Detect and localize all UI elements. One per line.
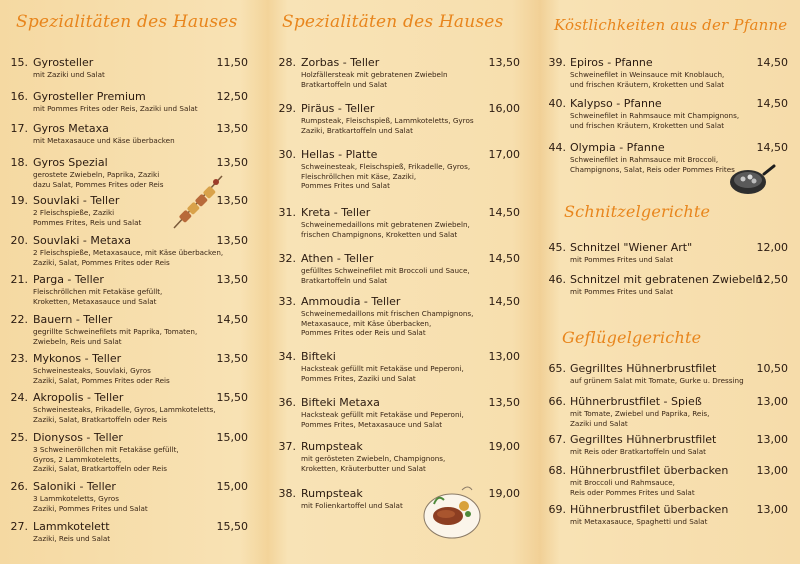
schnitzel-title: Schnitzelgerichte — [564, 202, 711, 221]
item-price: 19,00 — [488, 440, 520, 453]
item-description: mit Metaxasauce und Käse überbacken — [33, 136, 175, 145]
item-description: mit Zaziki und Salat — [33, 70, 105, 79]
item-name: Olympia - Pfanne — [570, 141, 665, 154]
item-number: 21. — [10, 273, 28, 286]
item-price: 12,50 — [756, 273, 788, 286]
item-name: Hühnerbrustfilet - Spieß — [570, 395, 702, 408]
item-description: 2 Fleischspieße, Zaziki Pommes Frites, Reis und Salat — [33, 208, 142, 227]
item-price: 15,50 — [216, 520, 248, 533]
pan-icon — [728, 160, 776, 198]
item-name: Rumpsteak — [301, 440, 363, 453]
item-price: 15,00 — [216, 431, 248, 444]
item-name: Bauern - Teller — [33, 313, 113, 326]
item-price: 14,50 — [488, 252, 520, 265]
item-number: 31. — [278, 206, 296, 219]
item-price: 13,00 — [756, 503, 788, 516]
item-number: 15. — [10, 56, 28, 69]
item-description: mit Metaxasauce, Spaghetti und Salat — [570, 517, 708, 526]
item-number: 68. — [548, 464, 566, 477]
item-name: Zorbas - Teller — [301, 56, 380, 69]
item-price: 14,50 — [756, 141, 788, 154]
item-name: Akropolis - Teller — [33, 391, 124, 404]
item-description: Schweinesteak, Fleischspieß, Frikadelle, Gyros, Fleischröllchen mit Käse, Zaziki, Pommes Frites und Salat — [301, 162, 471, 190]
item-number: 38. — [278, 487, 296, 500]
item-price: 13,50 — [488, 56, 520, 69]
item-price: 19,00 — [488, 487, 520, 500]
item-price: 13,00 — [756, 395, 788, 408]
item-price: 13,50 — [216, 194, 248, 207]
item-price: 13,50 — [216, 234, 248, 247]
item-description: auf grünem Salat mit Tomate, Gurke u. Dressing — [570, 376, 744, 385]
item-name: Parga - Teller — [33, 273, 104, 286]
item-description: Schweinesteaks, Frikadelle, Gyros, Lammkoteletts, Zaziki, Salat, Bratkartoffeln oder Reis — [33, 405, 216, 424]
item-description: gegrillte Schweinefilets mit Paprika, Tomaten, Zwiebeln, Reis und Salat — [33, 327, 198, 346]
item-name: Ammoudia - Teller — [301, 295, 401, 308]
item-description: Schweinesteaks, Souvlaki, Gyros Zaziki, Salat, Pommes Frites oder Reis — [33, 366, 170, 385]
item-description: Holzfällersteak mit gebratenen Zwiebeln Bratkartoffeln und Salat — [301, 70, 448, 89]
item-number: 28. — [278, 56, 296, 69]
item-name: Piräus - Teller — [301, 102, 375, 115]
item-price: 17,00 — [488, 148, 520, 161]
column-1 — [0, 0, 268, 564]
item-price: 13,50 — [488, 396, 520, 409]
item-description: gerostete Zwiebeln, Paprika, Zaziki dazu Salat, Pommes Frites oder Reis — [33, 170, 164, 189]
item-name: Hellas - Platte — [301, 148, 378, 161]
item-description: mit gerösteten Zwiebeln, Champignons, Kroketten, Kräuterbutter und Salat — [301, 454, 446, 473]
item-number: 32. — [278, 252, 296, 265]
item-number: 16. — [10, 90, 28, 103]
item-price: 14,50 — [488, 206, 520, 219]
column-2 — [268, 0, 536, 564]
item-name: Mykonos - Teller — [33, 352, 122, 365]
item-description: 3 Lammkoteletts, Gyros Zaziki, Pommes Frites und Salat — [33, 494, 148, 513]
item-number: 39. — [548, 56, 566, 69]
column-3 — [536, 0, 800, 564]
item-name: Bifteki Metaxa — [301, 396, 380, 409]
item-description: mit Reis oder Bratkartoffeln und Salat — [570, 447, 706, 456]
item-description: Zaziki, Reis und Salat — [33, 534, 111, 543]
item-price: 11,50 — [216, 56, 248, 69]
item-price: 14,50 — [216, 313, 248, 326]
item-number: 34. — [278, 350, 296, 363]
steak-plate-icon — [420, 478, 484, 542]
item-description: mit Folienkartoffel und Salat — [301, 501, 403, 510]
item-description: 3 Schweineröllchen mit Fetakäse gefüllt, Gyros, 2 Lammkoteletts, Zaziki, Salat, Bratkartoffeln oder Reis — [33, 445, 179, 473]
item-price: 13,50 — [216, 352, 248, 365]
item-description: Schweinemedaillons mit gebratenen Zwiebeln, frischen Champignons, Kroketten und Salat — [301, 220, 470, 239]
item-price: 12,00 — [756, 241, 788, 254]
item-number: 26. — [10, 480, 28, 493]
item-name: Athen - Teller — [301, 252, 374, 265]
item-price: 14,50 — [756, 56, 788, 69]
item-number: 18. — [10, 156, 28, 169]
item-name: Dionysos - Teller — [33, 431, 123, 444]
item-name: Schnitzel "Wiener Art" — [570, 241, 693, 254]
item-description: Rumpsteak, Fleischspieß, Lammkoteletts, Gyros Zaziki, Bratkartoffeln und Salat — [301, 116, 474, 135]
item-number: 69. — [548, 503, 566, 516]
item-number: 46. — [548, 273, 566, 286]
item-description: mit Pommes Frites und Salat — [570, 255, 674, 264]
item-description: Schweinemedaillons mit frischen Champignons, Metaxasauce, mit Käse überbacken, Pommes Frites oder Reis und Salat — [301, 309, 474, 337]
item-name: Gyros Metaxa — [33, 122, 109, 135]
item-description: gefülltes Schweinefilet mit Broccoli und Sauce, Bratkartoffeln und Salat — [301, 266, 470, 285]
item-name: Gegrilltes Hühnerbrustfilet — [570, 362, 717, 375]
item-name: Gegrilltes Hühnerbrustfilet — [570, 433, 717, 446]
item-name: Lammkotelett — [33, 520, 110, 533]
item-name: Schnitzel mit gebratenen Zwiebeln — [570, 273, 763, 286]
column-2-title: Spezialitäten des Hauses — [282, 12, 504, 32]
item-number: 66. — [548, 395, 566, 408]
item-name: Epiros - Pfanne — [570, 56, 653, 69]
item-name: Bifteki — [301, 350, 336, 363]
item-number: 22. — [10, 313, 28, 326]
item-price: 13,00 — [756, 464, 788, 477]
item-description: Schweinefilet in Rahmsauce mit Broccoli, Champignons, Salat, Reis oder Pommes Frites — [570, 155, 735, 174]
item-name: Rumpsteak — [301, 487, 363, 500]
item-name: Souvlaki - Metaxa — [33, 234, 131, 247]
item-name: Kalypso - Pfanne — [570, 97, 662, 110]
item-number: 24. — [10, 391, 28, 404]
item-number: 37. — [278, 440, 296, 453]
item-price: 15,50 — [216, 391, 248, 404]
item-price: 14,50 — [756, 97, 788, 110]
column-3-title: Köstlichkeiten aus der Pfanne — [554, 16, 788, 34]
item-number: 67. — [548, 433, 566, 446]
item-description: Schweinefilet in Rahmsauce mit Champignons, und frischen Kräutern, Kroketten und Salat — [570, 111, 740, 130]
item-number: 27. — [10, 520, 28, 533]
item-price: 12,50 — [216, 90, 248, 103]
item-price: 13,50 — [216, 273, 248, 286]
item-description: Fleischröllchen mit Fetakäse gefüllt, Kroketten, Metaxasauce und Salat — [33, 287, 163, 306]
item-name: Hühnerbrustfilet überbacken — [570, 464, 729, 477]
item-number: 36. — [278, 396, 296, 409]
item-price: 13,50 — [216, 122, 248, 135]
item-number: 20. — [10, 234, 28, 247]
item-description: Schweinefilet in Weinsauce mit Knoblauch, und frischen Kräutern, Kroketten und Salat — [570, 70, 725, 89]
item-number: 17. — [10, 122, 28, 135]
item-number: 23. — [10, 352, 28, 365]
item-description: mit Broccoli und Rahmsauce, Reis oder Pommes Frites und Salat — [570, 478, 695, 497]
column-1-title: Spezialitäten des Hauses — [16, 12, 238, 32]
item-price: 10,50 — [756, 362, 788, 375]
item-name: Kreta - Teller — [301, 206, 371, 219]
item-price: 15,00 — [216, 480, 248, 493]
item-number: 33. — [278, 295, 296, 308]
item-number: 45. — [548, 241, 566, 254]
item-name: Gyrosteller — [33, 56, 94, 69]
item-name: Hühnerbrustfilet überbacken — [570, 503, 729, 516]
item-description: mit Pommes Frites oder Reis, Zaziki und Salat — [33, 104, 198, 113]
item-description: Hacksteak gefüllt mit Fetakäse und Peperoni, Pommes Frites, Zaziki und Salat — [301, 364, 464, 383]
item-number: 65. — [548, 362, 566, 375]
item-description: 2 Fleischspieße, Metaxasauce, mit Käse überbacken, Zaziki, Salat, Pommes Frites oder Reis — [33, 248, 224, 267]
item-price: 14,50 — [488, 295, 520, 308]
item-name: Souvlaki - Teller — [33, 194, 120, 207]
item-number: 19. — [10, 194, 28, 207]
item-price: 16,00 — [488, 102, 520, 115]
item-number: 29. — [278, 102, 296, 115]
item-number: 25. — [10, 431, 28, 444]
gefluegel-title: Geflügelgerichte — [562, 328, 702, 347]
item-description: Hacksteak gefüllt mit Fetakäse und Peperoni, Pommes Frites, Metaxasauce und Salat — [301, 410, 464, 429]
item-price: 13,00 — [756, 433, 788, 446]
item-name: Gyrosteller Premium — [33, 90, 146, 103]
item-name: Saloniki - Teller — [33, 480, 116, 493]
item-price: 13,50 — [216, 156, 248, 169]
item-number: 44. — [548, 141, 566, 154]
skewer-icon — [170, 172, 226, 234]
item-price: 13,00 — [488, 350, 520, 363]
item-number: 40. — [548, 97, 566, 110]
item-name: Gyros Spezial — [33, 156, 108, 169]
item-description: mit Pommes Frites und Salat — [570, 287, 674, 296]
item-description: mit Tomate, Zwiebel und Paprika, Reis, Zaziki und Salat — [570, 409, 710, 428]
item-number: 30. — [278, 148, 296, 161]
